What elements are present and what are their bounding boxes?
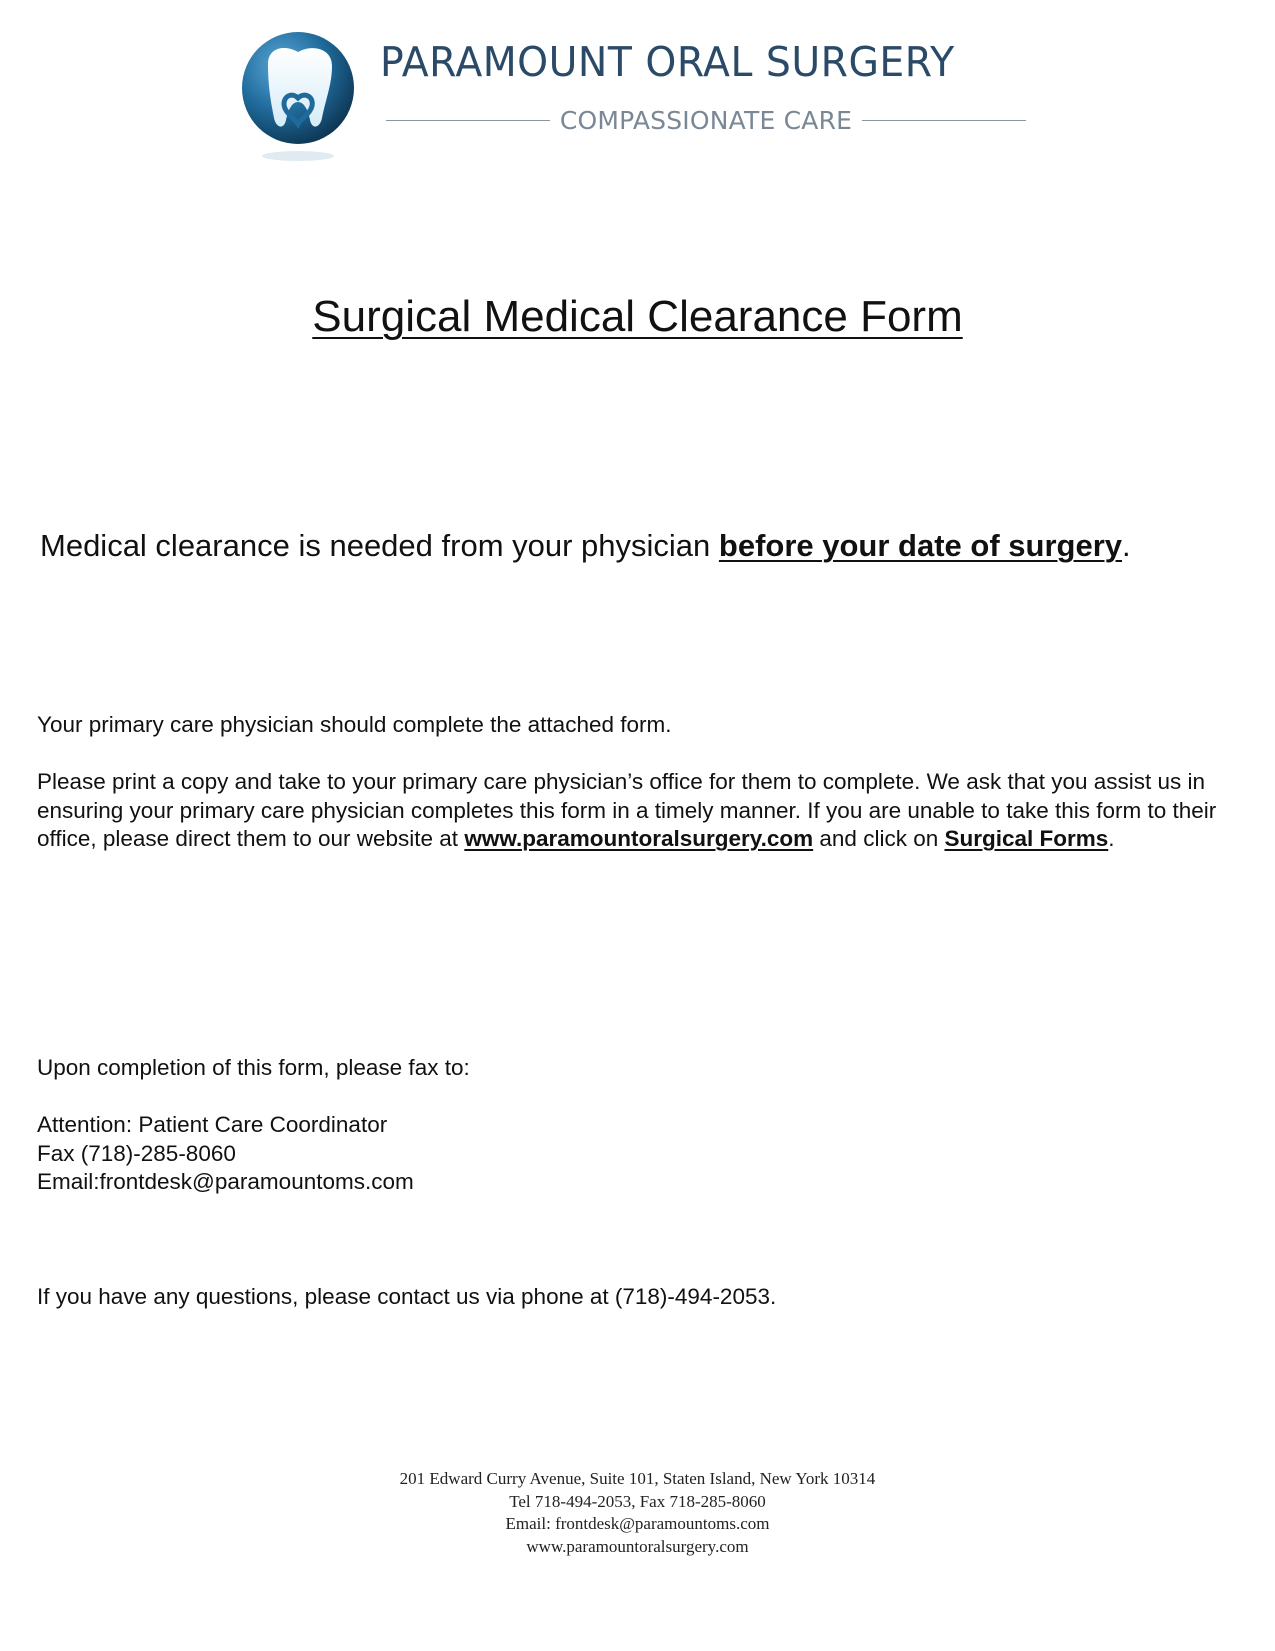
instruction-paragraph-2 xyxy=(37,768,1247,854)
attention-line: Attention: Patient Care Coordinator xyxy=(37,1112,388,1137)
tagline-rule-right xyxy=(862,120,1026,121)
page-title: Surgical Medical Clearance Form xyxy=(312,292,963,341)
instruction-middle: and click on xyxy=(813,826,945,851)
surgical-forms-link[interactable]: Surgical Forms xyxy=(944,826,1109,851)
email-line: Email:frontdesk@paramountoms.com xyxy=(37,1169,414,1194)
footer-website: www.paramountoralsurgery.com xyxy=(526,1536,749,1556)
footer-phone: Tel 718-494-2053, Fax 718-285-8060 xyxy=(509,1491,766,1511)
notice-emphasis: before your date of surgery xyxy=(718,528,1122,563)
brand-name: PARAMOUNT ORAL SURGERY xyxy=(380,38,955,86)
notice-suffix: . xyxy=(1122,528,1131,563)
footer xyxy=(0,1468,1275,1558)
instruction-text: Please print a copy and take to your primary care physician’s office for them to complete. We ask that you assist us in ensuring your primary care physician completes this form in a timely manner. If you are unable to take this form to their office, please direct them to our website at xyxy=(37,769,1217,851)
fax-line: Fax (718)-285-8060 xyxy=(37,1140,236,1166)
footer-email: Email: frontdesk@paramountoms.com xyxy=(505,1514,770,1533)
questions-line: If you have any questions, please contact us via phone at (718)-494-2053. xyxy=(37,1284,777,1309)
contact-block xyxy=(37,1111,414,1197)
notice-prefix: Medical clearance is needed from your physician xyxy=(40,528,719,563)
tagline: COMPASSIONATE CARE xyxy=(559,105,853,135)
website-link[interactable]: www.paramountoralsurgery.com xyxy=(464,826,814,851)
tagline-row xyxy=(386,100,1026,140)
instruction-paragraph-1: Your primary care physician should complete the attached form. xyxy=(37,712,672,737)
tooth-heart-logo-icon xyxy=(240,26,358,166)
instruction-end: . xyxy=(1108,826,1115,851)
fax-intro: Upon completion of this form, please fax to: xyxy=(37,1055,470,1080)
tagline-rule-left xyxy=(386,120,550,121)
letterhead xyxy=(240,26,1030,166)
clearance-notice xyxy=(40,528,1260,564)
footer-address: 201 Edward Curry Avenue, Suite 101, Staten Island, New York 10314 xyxy=(399,1469,876,1488)
